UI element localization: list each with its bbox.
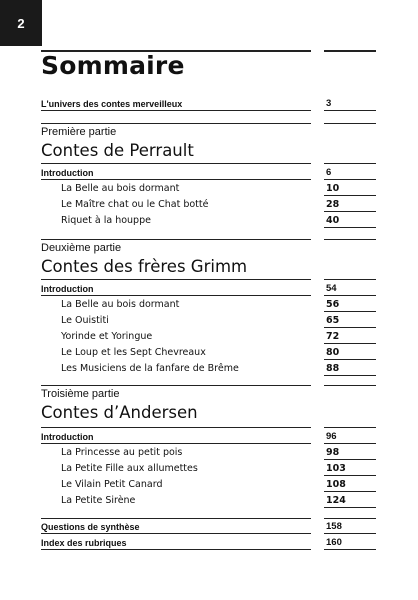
toc-entry-label: Index des rubriques	[41, 538, 127, 548]
toc-entry-page: 88	[326, 363, 340, 374]
part-title-3: Contes d’Andersen	[41, 403, 198, 422]
toc-entry-page: 72	[326, 331, 340, 342]
toc-entry-label: Introduction	[41, 432, 94, 442]
toc-entry	[41, 492, 376, 508]
toc-entry-label: Le Vilain Petit Canard	[61, 479, 163, 490]
part-title-1: Contes de Perrault	[41, 141, 194, 160]
part-top-rule	[41, 239, 311, 240]
part-label-1: Première partie	[41, 126, 117, 138]
toc-entry-label: La Petite Sirène	[61, 495, 136, 506]
toc-entry-label: Le Loup et les Sept Chevreaux	[61, 347, 206, 358]
toc-entry-label: La Belle au bois dormant	[61, 183, 180, 194]
toc-entry-page: 98	[326, 447, 340, 458]
toc-entry	[41, 328, 376, 344]
toc-entry-page: 108	[326, 479, 346, 490]
toc-entry-questions	[41, 518, 376, 534]
toc-entry-page: 80	[326, 347, 340, 358]
toc-entry-page: 40	[326, 215, 340, 226]
toc-entry-page: 96	[326, 431, 337, 442]
toc-entry-page: 103	[326, 463, 346, 474]
toc-entry	[41, 280, 376, 296]
part-title-2: Contes des frères Grimm	[41, 257, 248, 276]
toc-entry	[41, 196, 376, 212]
toc-entry	[41, 344, 376, 360]
toc-entry-page: 10	[326, 183, 340, 194]
toc-entry	[41, 312, 376, 328]
toc-rule	[324, 549, 376, 550]
toc-rule	[324, 375, 376, 376]
toc-rule	[324, 507, 376, 508]
toc-entry-label: La Belle au bois dormant	[61, 299, 180, 310]
toc-entry	[41, 360, 376, 376]
toc-entry-label: Yorinde et Yoringue	[61, 331, 153, 342]
toc-entry-page: 28	[326, 199, 340, 210]
toc-entry-label: La Petite Fille aux allumettes	[61, 463, 198, 474]
toc-rule	[324, 227, 376, 228]
toc-entry	[41, 296, 376, 312]
toc-entry-intro	[41, 95, 376, 111]
toc-entry-page: 158	[326, 521, 342, 532]
toc-entry-label: Riquet à la houppe	[61, 215, 151, 226]
page-title: Sommaire	[41, 51, 185, 80]
page-number: 2	[0, 0, 42, 46]
toc-entry-page: 56	[326, 299, 340, 310]
toc-entry	[41, 444, 376, 460]
toc-entry-page: 160	[326, 537, 342, 548]
toc-entry-label: Introduction	[41, 284, 94, 294]
toc-entry	[41, 164, 376, 180]
toc-entry-label: La Princesse au petit pois	[61, 447, 183, 458]
toc-entry	[41, 428, 376, 444]
part-top-rule	[324, 239, 376, 240]
toc-entry-label: Le Maître chat ou le Chat botté	[61, 199, 209, 210]
toc-entry	[41, 460, 376, 476]
toc-entry-label: Questions de synthèse	[41, 522, 140, 532]
part-top-rule	[41, 385, 311, 386]
part-top-rule	[324, 123, 376, 124]
toc-entry-index	[41, 534, 376, 550]
toc-rule	[41, 549, 311, 550]
toc-entry-page: 124	[326, 495, 346, 506]
toc-entry-label: L'univers des contes merveilleux	[41, 99, 183, 109]
part-label-3: Troisième partie	[41, 388, 120, 400]
toc-entry-label: Les Musiciens de la fanfare de Brême	[61, 363, 239, 374]
part-label-2: Deuxième partie	[41, 242, 122, 254]
toc-entry-page: 6	[326, 167, 332, 178]
toc-entry	[41, 212, 376, 228]
part-top-rule	[41, 123, 311, 124]
part-top-rule	[324, 385, 376, 386]
toc-entry-label: Introduction	[41, 168, 94, 178]
toc-entry-page: 54	[326, 283, 337, 294]
toc-entry-page: 65	[326, 315, 340, 326]
toc-entry	[41, 476, 376, 492]
title-top-rule-right	[324, 50, 376, 52]
toc-entry	[41, 180, 376, 196]
toc-entry-page: 3	[326, 98, 332, 109]
toc-entry-label: Le Ouistiti	[61, 315, 109, 326]
toc-rule	[324, 110, 376, 111]
toc-rule	[41, 110, 311, 111]
